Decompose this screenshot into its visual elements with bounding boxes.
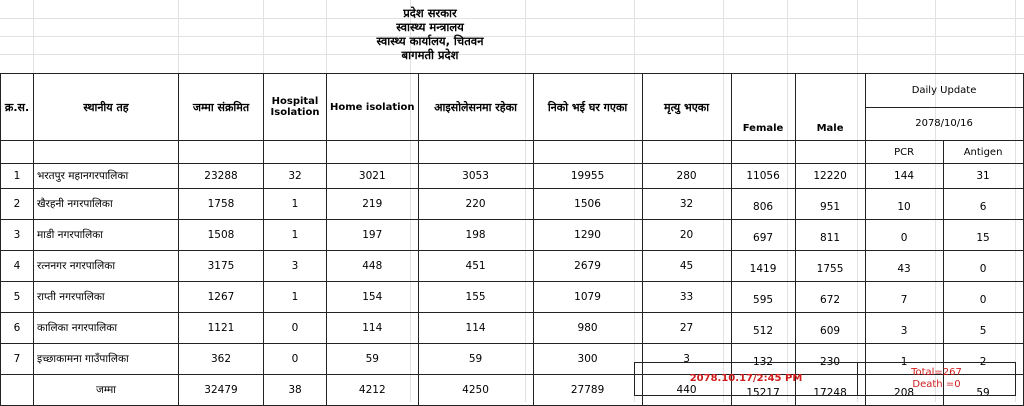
cell-pcr: 0 bbox=[865, 220, 943, 251]
cell-hospital: 1 bbox=[264, 220, 327, 251]
header-pcr: PCR bbox=[865, 141, 943, 164]
cell-male: 609 bbox=[795, 313, 865, 344]
cell-hospital: 3 bbox=[264, 251, 327, 282]
cell-home: 154 bbox=[327, 282, 419, 313]
cell-local-level: रत्ननगर नगरपालिका bbox=[34, 251, 179, 282]
cell-sn: 5 bbox=[1, 282, 34, 313]
blank-cell bbox=[1, 375, 34, 406]
cell-hospital: 0 bbox=[264, 344, 327, 375]
cell-total: 32479 bbox=[179, 375, 264, 406]
blank-cell bbox=[1, 141, 34, 164]
cell-home: 197 bbox=[327, 220, 419, 251]
cell-isolation: 155 bbox=[418, 282, 533, 313]
cell-sn: 4 bbox=[1, 251, 34, 282]
cell-hospital: 38 bbox=[264, 375, 327, 406]
header-male: Male bbox=[795, 74, 865, 141]
cell-recovered: 1290 bbox=[533, 220, 642, 251]
cell-antigen: 2 bbox=[943, 344, 1023, 375]
cell-isolation: 198 bbox=[418, 220, 533, 251]
cell-female: 595 bbox=[731, 282, 795, 313]
cell-recovered: 27789 bbox=[533, 375, 642, 406]
cell-local-level: खैरहनी नगरपालिका bbox=[34, 189, 179, 220]
cell-isolation: 220 bbox=[418, 189, 533, 220]
cell-deaths: 3 bbox=[642, 344, 731, 375]
table-row bbox=[1, 282, 1024, 313]
header-sn: क्र.स. bbox=[1, 74, 34, 141]
daily-death-note: Death =0 bbox=[912, 379, 961, 390]
cell-recovered: 19955 bbox=[533, 164, 642, 189]
document-header bbox=[270, 6, 590, 62]
cell-total: 3175 bbox=[179, 251, 264, 282]
cell-sn: 6 bbox=[1, 313, 34, 344]
header-ministry: स्वास्थ्य मन्त्रालय bbox=[396, 20, 464, 34]
cell-antigen: 5 bbox=[943, 313, 1023, 344]
cell-antigen: 6 bbox=[943, 189, 1023, 220]
cell-total: 362 bbox=[179, 344, 264, 375]
blank-cell bbox=[731, 141, 795, 164]
cell-total: 1508 bbox=[179, 220, 264, 251]
cell-pcr: 144 bbox=[865, 164, 943, 189]
cell-total: 1267 bbox=[179, 282, 264, 313]
cell-home: 114 bbox=[327, 313, 419, 344]
table-row bbox=[1, 220, 1024, 251]
cell-pcr: 3 bbox=[865, 313, 943, 344]
blank-cell bbox=[642, 141, 731, 164]
cell-isolation: 4250 bbox=[418, 375, 533, 406]
cell-deaths: 33 bbox=[642, 282, 731, 313]
cell-hospital: 1 bbox=[264, 189, 327, 220]
cell-sn: 3 bbox=[1, 220, 34, 251]
header-hospital-isolation bbox=[264, 74, 327, 141]
cell-pcr: 208 bbox=[865, 375, 943, 406]
cell-male: 672 bbox=[795, 282, 865, 313]
cell-home: 3021 bbox=[327, 164, 419, 189]
header-office: स्वास्थ्य कार्यालय, चितवन bbox=[376, 34, 484, 48]
header-isolation-remaining: आइसोलेसनमा रहेका bbox=[418, 74, 533, 141]
blank-cell bbox=[418, 141, 533, 164]
cell-male: 1755 bbox=[795, 251, 865, 282]
covid-data-table bbox=[0, 73, 1024, 406]
header-total-infected: जम्मा संक्रमित bbox=[179, 74, 264, 141]
cell-antigen: 31 bbox=[943, 164, 1023, 189]
cell-home: 59 bbox=[327, 344, 419, 375]
cell-recovered: 2679 bbox=[533, 251, 642, 282]
cell-hospital: 1 bbox=[264, 282, 327, 313]
cell-female: 512 bbox=[731, 313, 795, 344]
blank-cell bbox=[34, 141, 179, 164]
cell-recovered: 300 bbox=[533, 344, 642, 375]
cell-deaths: 280 bbox=[642, 164, 731, 189]
cell-home: 4212 bbox=[327, 375, 419, 406]
header-date: 2078/10/16 bbox=[865, 107, 1023, 141]
table-row bbox=[1, 251, 1024, 282]
cell-total-label: जम्मा bbox=[34, 375, 179, 406]
update-timestamp: 2078.10.17/2:45 PM bbox=[634, 362, 858, 396]
header-daily-update: Daily Update bbox=[865, 74, 1023, 108]
cell-hospital: 0 bbox=[264, 313, 327, 344]
blank-cell bbox=[179, 141, 264, 164]
cell-deaths: 20 bbox=[642, 220, 731, 251]
cell-pcr: 7 bbox=[865, 282, 943, 313]
header-isolation-label: Isolation bbox=[270, 107, 320, 118]
header-recovered: निको भई घर गएका bbox=[533, 74, 642, 141]
cell-total: 1758 bbox=[179, 189, 264, 220]
cell-deaths: 32 bbox=[642, 189, 731, 220]
cell-male: 12220 bbox=[795, 164, 865, 189]
cell-local-level: भरतपुर महानगरपालिका bbox=[34, 164, 179, 189]
cell-local-level: इच्छाकामना गाउँपालिका bbox=[34, 344, 179, 375]
cell-isolation: 3053 bbox=[418, 164, 533, 189]
cell-antigen: 0 bbox=[943, 282, 1023, 313]
header-antigen: Antigen bbox=[943, 141, 1023, 164]
header-province: बागमती प्रदेश bbox=[401, 48, 459, 62]
cell-isolation: 59 bbox=[418, 344, 533, 375]
cell-deaths: 27 bbox=[642, 313, 731, 344]
cell-male: 230 bbox=[795, 344, 865, 375]
header-local-level: स्थानीय तह bbox=[34, 74, 179, 141]
table-row bbox=[1, 189, 1024, 220]
header-home-isolation: Home isolation bbox=[327, 74, 419, 141]
cell-deaths: 440 bbox=[642, 375, 731, 406]
blank-cell bbox=[533, 141, 642, 164]
cell-total: 1121 bbox=[179, 313, 264, 344]
cell-female: 806 bbox=[731, 189, 795, 220]
header-government: प्रदेश सरकार bbox=[403, 6, 457, 20]
cell-sn: 2 bbox=[1, 189, 34, 220]
daily-total-note: Total=267 bbox=[911, 367, 962, 378]
cell-female: 697 bbox=[731, 220, 795, 251]
cell-male: 17248 bbox=[795, 375, 865, 406]
cell-antigen: 15 bbox=[943, 220, 1023, 251]
table-row bbox=[1, 164, 1024, 189]
cell-isolation: 114 bbox=[418, 313, 533, 344]
cell-hospital: 32 bbox=[264, 164, 327, 189]
cell-female: 15217 bbox=[731, 375, 795, 406]
cell-local-level: राप्ती नगरपालिका bbox=[34, 282, 179, 313]
blank-cell bbox=[327, 141, 419, 164]
cell-sn: 7 bbox=[1, 344, 34, 375]
cell-pcr: 43 bbox=[865, 251, 943, 282]
cell-male: 811 bbox=[795, 220, 865, 251]
cell-pcr: 10 bbox=[865, 189, 943, 220]
cell-home: 219 bbox=[327, 189, 419, 220]
cell-female: 132 bbox=[731, 344, 795, 375]
header-deaths: मृत्यु भएका bbox=[642, 74, 731, 141]
cell-recovered: 1079 bbox=[533, 282, 642, 313]
cell-local-level: माडी नगरपालिका bbox=[34, 220, 179, 251]
daily-summary bbox=[857, 362, 1016, 396]
table-row bbox=[1, 313, 1024, 344]
cell-local-level: कालिका नगरपालिका bbox=[34, 313, 179, 344]
header-female: Female bbox=[731, 74, 795, 141]
cell-antigen: 0 bbox=[943, 251, 1023, 282]
cell-recovered: 1506 bbox=[533, 189, 642, 220]
header-hospital-label: Hospital bbox=[271, 96, 319, 107]
cell-sn: 1 bbox=[1, 164, 34, 189]
cell-male: 951 bbox=[795, 189, 865, 220]
cell-female: 1419 bbox=[731, 251, 795, 282]
blank-cell bbox=[795, 141, 865, 164]
cell-pcr: 1 bbox=[865, 344, 943, 375]
cell-total: 23288 bbox=[179, 164, 264, 189]
cell-female: 11056 bbox=[731, 164, 795, 189]
cell-isolation: 451 bbox=[418, 251, 533, 282]
blank-cell bbox=[264, 141, 327, 164]
cell-recovered: 980 bbox=[533, 313, 642, 344]
cell-home: 448 bbox=[327, 251, 419, 282]
cell-deaths: 45 bbox=[642, 251, 731, 282]
cell-antigen: 59 bbox=[943, 375, 1023, 406]
